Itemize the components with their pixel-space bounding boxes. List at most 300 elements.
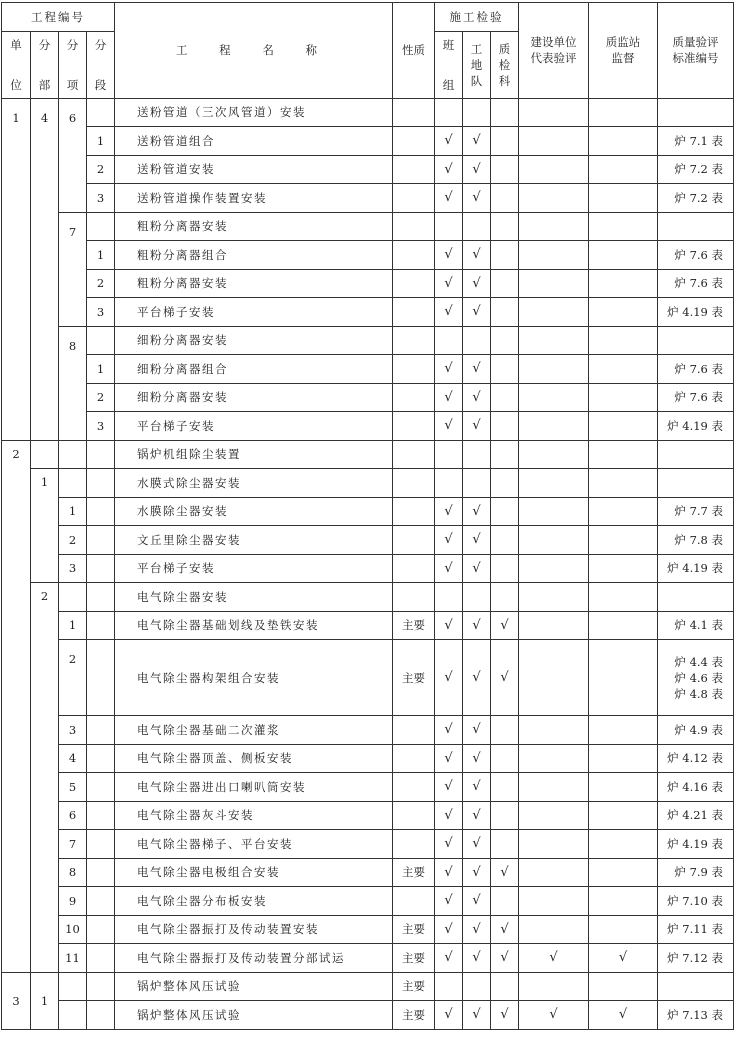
check-site: √ <box>463 127 491 156</box>
item-number: 10 <box>59 915 87 944</box>
std-cell: 炉 4.19 表 <box>658 554 734 583</box>
check-qc <box>491 526 519 555</box>
check-team: √ <box>435 716 463 745</box>
station-cell <box>589 383 658 412</box>
project-name: 粗粉分离器组合 <box>115 241 393 270</box>
station-cell: √ <box>589 944 658 973</box>
project-name: 电气除尘器顶盖、侧板安装 <box>115 744 393 773</box>
item-number <box>59 1001 87 1030</box>
table-row <box>2 830 734 859</box>
section-number <box>87 744 115 773</box>
check-qc <box>491 155 519 184</box>
std-cell: 炉 7.9 表 <box>658 858 734 887</box>
std-cell: 炉 7.13 表 <box>658 1001 734 1030</box>
header-unit-1: 单 <box>10 37 22 52</box>
table-row <box>2 127 734 156</box>
item-number: 9 <box>59 887 87 916</box>
check-team: √ <box>435 830 463 859</box>
project-name: 粗粉分离器安装 <box>115 269 393 298</box>
check-site: √ <box>463 269 491 298</box>
check-site: √ <box>463 801 491 830</box>
section-number <box>87 526 115 555</box>
header-qc-dept-2: 检 <box>498 57 511 72</box>
table-row <box>2 554 734 583</box>
nature-cell <box>393 469 435 498</box>
table-row <box>2 944 734 973</box>
owner-cell <box>519 526 589 555</box>
owner-cell <box>519 744 589 773</box>
check-qc <box>491 212 519 241</box>
nature-cell <box>393 801 435 830</box>
header-station <box>589 3 658 99</box>
header-section-2: 段 <box>94 77 107 92</box>
check-team: √ <box>435 944 463 973</box>
header-std-line1: 质量验评 <box>672 35 719 50</box>
check-qc: √ <box>491 858 519 887</box>
project-name: 送粉管道安装 <box>115 155 393 184</box>
check-team <box>435 469 463 498</box>
section-number <box>87 98 115 127</box>
check-site: √ <box>463 830 491 859</box>
check-team <box>435 440 463 469</box>
std-cell <box>658 326 734 355</box>
section-number <box>87 858 115 887</box>
header-project-name: 工 程 名 称 <box>115 3 393 99</box>
nature-cell <box>393 355 435 384</box>
header-division-1: 分 <box>38 37 51 52</box>
section-number <box>87 915 115 944</box>
check-team: √ <box>435 554 463 583</box>
owner-cell <box>519 611 589 640</box>
header-station-line2: 监督 <box>611 51 635 66</box>
station-cell <box>589 212 658 241</box>
check-qc <box>491 972 519 1001</box>
station-cell <box>589 858 658 887</box>
check-site: √ <box>463 640 491 716</box>
check-site: √ <box>463 915 491 944</box>
check-site: √ <box>463 887 491 916</box>
owner-cell: √ <box>519 944 589 973</box>
item-number: 3 <box>59 716 87 745</box>
check-team: √ <box>435 801 463 830</box>
table-row <box>2 858 734 887</box>
station-cell <box>589 155 658 184</box>
project-name: 电气除尘器电极组合安装 <box>115 858 393 887</box>
std-cell: 炉 7.11 表 <box>658 915 734 944</box>
check-qc <box>491 298 519 327</box>
check-team: √ <box>435 383 463 412</box>
std-cell: 炉 7.2 表 <box>658 155 734 184</box>
std-cell <box>658 640 734 716</box>
check-qc <box>491 412 519 441</box>
check-team <box>435 212 463 241</box>
check-site <box>463 972 491 1001</box>
check-qc <box>491 497 519 526</box>
table-row <box>2 155 734 184</box>
check-qc: √ <box>491 944 519 973</box>
check-site: √ <box>463 412 491 441</box>
check-team: √ <box>435 915 463 944</box>
header-site-team <box>463 31 491 98</box>
station-cell <box>589 583 658 612</box>
header-project-code: 工程编号 <box>2 3 115 32</box>
station-cell <box>589 526 658 555</box>
nature-cell <box>393 830 435 859</box>
section-number: 2 <box>87 269 115 298</box>
project-name: 平台梯子安装 <box>115 298 393 327</box>
check-qc <box>491 440 519 469</box>
std-cell: 炉 4.21 表 <box>658 801 734 830</box>
owner-cell <box>519 212 589 241</box>
project-table <box>1 2 734 1030</box>
owner-cell <box>519 583 589 612</box>
check-team: √ <box>435 155 463 184</box>
check-team: √ <box>435 269 463 298</box>
section-number <box>87 944 115 973</box>
std-cell: 炉 4.19 表 <box>658 298 734 327</box>
header-item-1: 分 <box>66 37 79 52</box>
table-row <box>2 972 734 1001</box>
project-name: 送粉管道（三次风管道）安装 <box>115 98 393 127</box>
table-row <box>2 915 734 944</box>
project-name: 电气除尘器构架组合安装 <box>115 640 393 716</box>
item-number <box>59 440 87 469</box>
owner-cell <box>519 830 589 859</box>
station-cell <box>589 326 658 355</box>
check-qc <box>491 355 519 384</box>
header-team-2: 组 <box>442 77 455 92</box>
station-cell <box>589 887 658 916</box>
header-division-2: 部 <box>38 77 51 92</box>
check-site: √ <box>463 526 491 555</box>
station-cell <box>589 241 658 270</box>
table-row <box>2 583 734 612</box>
division-number <box>31 440 59 469</box>
section-number <box>87 326 115 355</box>
check-qc <box>491 773 519 802</box>
owner-cell <box>519 773 589 802</box>
division-number: 4 <box>31 98 59 440</box>
item-number: 2 <box>59 640 87 716</box>
std-cell: 炉 7.6 表 <box>658 241 734 270</box>
header-item <box>59 31 87 98</box>
project-name: 电气除尘器振打及传动装置分部试运 <box>115 944 393 973</box>
check-site: √ <box>463 1001 491 1030</box>
check-qc <box>491 241 519 270</box>
table-row <box>2 383 734 412</box>
check-team: √ <box>435 298 463 327</box>
nature-cell: 主要 <box>393 915 435 944</box>
project-name: 细粉分离器安装 <box>115 383 393 412</box>
project-name: 文丘里除尘器安装 <box>115 526 393 555</box>
station-cell <box>589 98 658 127</box>
project-name: 送粉管道操作装置安装 <box>115 184 393 213</box>
unit-number: 1 <box>2 98 31 440</box>
table-row <box>2 801 734 830</box>
project-name: 水膜除尘器安装 <box>115 497 393 526</box>
table-row <box>2 241 734 270</box>
header-team <box>435 31 463 98</box>
std-line: 炉 4.8 表 <box>674 686 724 701</box>
check-site: √ <box>463 858 491 887</box>
check-site <box>463 469 491 498</box>
table-row <box>2 640 734 716</box>
check-qc: √ <box>491 915 519 944</box>
table-row <box>2 497 734 526</box>
table-row <box>2 326 734 355</box>
check-site: √ <box>463 155 491 184</box>
check-site <box>463 583 491 612</box>
station-cell <box>589 744 658 773</box>
header-owner-line1: 建设单位 <box>530 35 577 50</box>
section-number <box>87 830 115 859</box>
nature-cell <box>393 212 435 241</box>
header-site-team-1: 工 <box>470 41 483 56</box>
section-number <box>87 497 115 526</box>
check-qc: √ <box>491 611 519 640</box>
project-name: 电气除尘器基础划线及垫铁安装 <box>115 611 393 640</box>
section-number: 1 <box>87 241 115 270</box>
project-name: 电气除尘器安装 <box>115 583 393 612</box>
check-site: √ <box>463 184 491 213</box>
table-row <box>2 98 734 127</box>
table-row <box>2 412 734 441</box>
nature-cell <box>393 412 435 441</box>
unit-number: 2 <box>2 440 31 972</box>
check-team: √ <box>435 184 463 213</box>
check-qc <box>491 830 519 859</box>
check-qc: √ <box>491 640 519 716</box>
check-qc <box>491 269 519 298</box>
project-name: 锅炉整体风压试验 <box>115 1001 393 1030</box>
check-team: √ <box>435 773 463 802</box>
nature-cell <box>393 383 435 412</box>
section-number <box>87 554 115 583</box>
header-qc-dept <box>491 31 519 98</box>
item-number: 5 <box>59 773 87 802</box>
item-number: 6 <box>59 801 87 830</box>
owner-cell <box>519 298 589 327</box>
owner-cell <box>519 326 589 355</box>
header-item-2: 项 <box>66 77 79 92</box>
owner-cell: √ <box>519 1001 589 1030</box>
owner-cell <box>519 383 589 412</box>
check-qc <box>491 583 519 612</box>
owner-cell <box>519 887 589 916</box>
section-number <box>87 611 115 640</box>
check-qc <box>491 887 519 916</box>
owner-cell <box>519 469 589 498</box>
header-row <box>2 3 734 32</box>
owner-cell <box>519 915 589 944</box>
table-row <box>2 269 734 298</box>
check-team: √ <box>435 412 463 441</box>
header-owner <box>519 3 589 99</box>
table-row <box>2 611 734 640</box>
section-number: 2 <box>87 155 115 184</box>
nature-cell <box>393 269 435 298</box>
station-cell <box>589 469 658 498</box>
check-site: √ <box>463 744 491 773</box>
std-cell: 炉 7.6 表 <box>658 269 734 298</box>
nature-cell <box>393 155 435 184</box>
project-name: 送粉管道组合 <box>115 127 393 156</box>
item-number: 11 <box>59 944 87 973</box>
owner-cell <box>519 355 589 384</box>
item-number: 2 <box>59 526 87 555</box>
check-site: √ <box>463 497 491 526</box>
section-number <box>87 469 115 498</box>
table-row <box>2 887 734 916</box>
owner-cell <box>519 241 589 270</box>
std-cell: 炉 4.1 表 <box>658 611 734 640</box>
check-site <box>463 212 491 241</box>
project-name: 电气除尘器进出口喇叭筒安装 <box>115 773 393 802</box>
section-number: 1 <box>87 355 115 384</box>
section-number <box>87 1001 115 1030</box>
std-cell <box>658 469 734 498</box>
header-site-team-2: 地 <box>470 57 483 72</box>
nature-cell <box>393 773 435 802</box>
owner-cell <box>519 858 589 887</box>
check-team: √ <box>435 611 463 640</box>
section-number <box>87 440 115 469</box>
station-cell <box>589 801 658 830</box>
item-number: 1 <box>59 611 87 640</box>
nature-cell <box>393 326 435 355</box>
check-team: √ <box>435 127 463 156</box>
table-row <box>2 440 734 469</box>
check-qc <box>491 98 519 127</box>
project-name: 细粉分离器安装 <box>115 326 393 355</box>
section-number <box>87 716 115 745</box>
check-site: √ <box>463 383 491 412</box>
nature-cell <box>393 583 435 612</box>
check-site: √ <box>463 241 491 270</box>
check-site: √ <box>463 298 491 327</box>
header-site-team-3: 队 <box>470 73 483 88</box>
std-cell: 炉 7.7 表 <box>658 497 734 526</box>
nature-cell: 主要 <box>393 640 435 716</box>
std-cell: 炉 7.8 表 <box>658 526 734 555</box>
std-cell: 炉 4.12 表 <box>658 744 734 773</box>
section-number: 3 <box>87 184 115 213</box>
station-cell <box>589 640 658 716</box>
table-row <box>2 744 734 773</box>
std-line: 炉 4.6 表 <box>674 670 724 685</box>
project-name: 细粉分离器组合 <box>115 355 393 384</box>
nature-cell <box>393 440 435 469</box>
item-number: 8 <box>59 326 87 440</box>
nature-cell: 主要 <box>393 944 435 973</box>
owner-cell <box>519 440 589 469</box>
check-qc <box>491 801 519 830</box>
std-cell: 炉 7.2 表 <box>658 184 734 213</box>
unit-number: 3 <box>2 972 31 1029</box>
section-number <box>87 212 115 241</box>
table-row <box>2 184 734 213</box>
std-line: 炉 4.4 表 <box>674 654 724 669</box>
std-cell <box>658 440 734 469</box>
division-number: 2 <box>31 583 59 973</box>
check-qc: √ <box>491 1001 519 1030</box>
nature-cell: 主要 <box>393 858 435 887</box>
project-name: 平台梯子安装 <box>115 554 393 583</box>
std-cell: 炉 7.1 表 <box>658 127 734 156</box>
station-cell <box>589 184 658 213</box>
station-cell <box>589 554 658 583</box>
project-name: 粗粉分离器安装 <box>115 212 393 241</box>
station-cell <box>589 611 658 640</box>
item-number: 7 <box>59 830 87 859</box>
station-cell <box>589 440 658 469</box>
owner-cell <box>519 640 589 716</box>
item-number: 7 <box>59 212 87 326</box>
check-qc <box>491 554 519 583</box>
check-team: √ <box>435 887 463 916</box>
std-cell: 炉 4.9 表 <box>658 716 734 745</box>
station-cell <box>589 497 658 526</box>
nature-cell <box>393 887 435 916</box>
project-name: 电气除尘器梯子、平台安装 <box>115 830 393 859</box>
station-cell <box>589 127 658 156</box>
nature-cell <box>393 526 435 555</box>
header-std-line2: 标准编号 <box>672 51 719 66</box>
station-cell: √ <box>589 1001 658 1030</box>
owner-cell <box>519 716 589 745</box>
item-number <box>59 583 87 612</box>
check-qc <box>491 326 519 355</box>
item-number <box>59 972 87 1001</box>
check-team <box>435 972 463 1001</box>
std-cell: 炉 4.16 表 <box>658 773 734 802</box>
check-team: √ <box>435 497 463 526</box>
header-section-1: 分 <box>94 37 107 52</box>
station-cell <box>589 269 658 298</box>
check-site: √ <box>463 355 491 384</box>
owner-cell <box>519 269 589 298</box>
item-number: 6 <box>59 98 87 212</box>
owner-cell <box>519 412 589 441</box>
project-name: 电气除尘器灰斗安装 <box>115 801 393 830</box>
check-team: √ <box>435 640 463 716</box>
header-nature: 性质 <box>393 3 435 99</box>
nature-cell <box>393 716 435 745</box>
owner-cell <box>519 972 589 1001</box>
check-team <box>435 583 463 612</box>
section-number <box>87 887 115 916</box>
station-cell <box>589 773 658 802</box>
owner-cell <box>519 127 589 156</box>
section-number: 3 <box>87 412 115 441</box>
section-number <box>87 972 115 1001</box>
project-name: 锅炉整体风压试验 <box>115 972 393 1001</box>
division-number: 1 <box>31 469 59 583</box>
station-cell <box>589 915 658 944</box>
station-cell <box>589 972 658 1001</box>
check-site <box>463 440 491 469</box>
check-qc <box>491 184 519 213</box>
nature-cell: 主要 <box>393 972 435 1001</box>
header-qc-dept-1: 质 <box>498 41 511 56</box>
std-cell: 炉 4.19 表 <box>658 830 734 859</box>
header-team-1: 班 <box>442 37 455 52</box>
check-qc <box>491 716 519 745</box>
check-team: √ <box>435 526 463 555</box>
nature-cell <box>393 241 435 270</box>
header-unit <box>2 31 31 98</box>
item-number: 4 <box>59 744 87 773</box>
